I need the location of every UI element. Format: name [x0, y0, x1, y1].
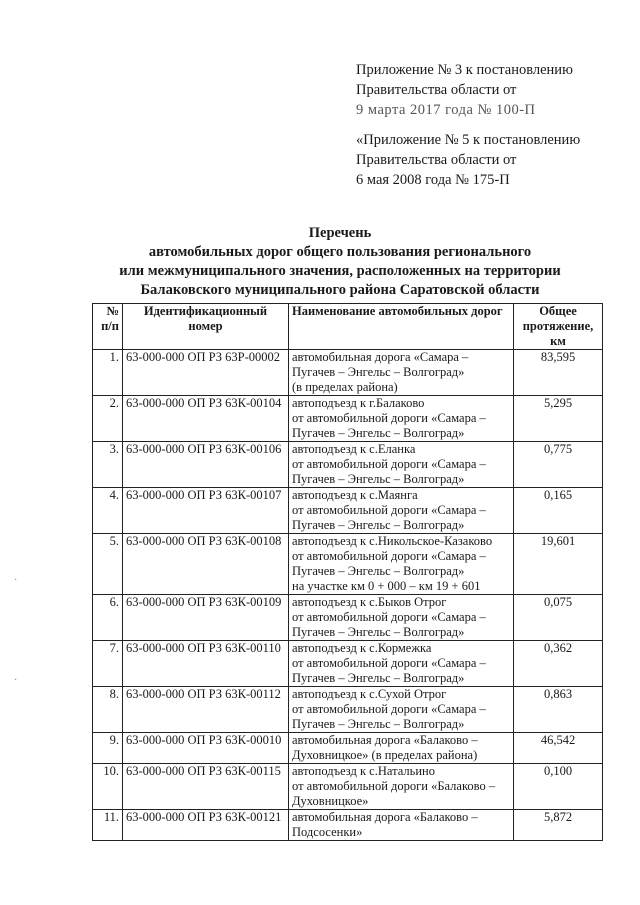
document-title	[60, 224, 620, 300]
road-id: 63-000-000 ОП РЗ 63К-00110	[123, 641, 289, 687]
road-name	[289, 442, 514, 488]
road-name-line: (в пределах района)	[292, 380, 398, 394]
table-row	[93, 396, 603, 442]
road-id: 63-000-000 ОП РЗ 63К-00108	[123, 534, 289, 595]
header-length: Общее протяжение, км	[514, 304, 603, 350]
road-length: 83,595	[514, 350, 603, 396]
roads-table	[92, 303, 603, 841]
road-length: 5,295	[514, 396, 603, 442]
table-row	[93, 733, 603, 764]
road-length: 0,362	[514, 641, 603, 687]
table-row	[93, 534, 603, 595]
road-name	[289, 534, 514, 595]
table-row	[93, 350, 603, 396]
road-id: 63-000-000 ОП РЗ 63К-00109	[123, 595, 289, 641]
road-name-line: автоподъезд к г.Балаково	[292, 396, 425, 410]
road-name-line: Пугачев – Энгельс – Волгоград»	[292, 518, 465, 532]
road-name-line: автоподъезд к с.Кормежка	[292, 641, 432, 655]
road-id: 63-000-000 ОП РЗ 63К-00107	[123, 488, 289, 534]
road-id: 63-000-000 ОП РЗ 63К-00104	[123, 396, 289, 442]
road-name-line: от автомобильной дороги «Балаково –	[292, 779, 496, 793]
road-length: 0,165	[514, 488, 603, 534]
table-row	[93, 810, 603, 841]
road-name-line: автомобильная дорога «Балаково –	[292, 733, 478, 747]
road-id: 63-000-000 ОП РЗ 63К-00106	[123, 442, 289, 488]
road-name-line: Пугачев – Энгельс – Волгоград»	[292, 717, 465, 731]
table-row	[93, 442, 603, 488]
road-name-line: от автомобильной дороги «Самара –	[292, 457, 486, 471]
road-id: 63-000-000 ОП РЗ 63Р-00002	[123, 350, 289, 396]
row-number: 10.	[93, 764, 123, 810]
road-name-line: автоподъезд к с.Маянга	[292, 488, 418, 502]
road-name-line: Пугачев – Энгельс – Волгоград»	[292, 365, 465, 379]
road-name-line: Подсосенки»	[292, 825, 363, 839]
road-name-line: автомобильная дорога «Балаково –	[292, 810, 478, 824]
row-number: 9.	[93, 733, 123, 764]
road-name-line: от автомобильной дороги «Самара –	[292, 702, 486, 716]
row-number: 5.	[93, 534, 123, 595]
road-name-line: автоподъезд к с.Сухой Отрог	[292, 687, 447, 701]
table-row	[93, 764, 603, 810]
annex-header-line: Правительства области от	[356, 82, 517, 98]
road-name	[289, 350, 514, 396]
header-name: Наименование автомобильных дорог	[289, 304, 514, 350]
header-id: Идентификационный номер	[123, 304, 289, 350]
road-id: 63-000-000 ОП РЗ 63К-00112	[123, 687, 289, 733]
road-name-line: Пугачев – Энгельс – Волгоград»	[292, 426, 465, 440]
road-length: 0,075	[514, 595, 603, 641]
road-id: 63-000-000 ОП РЗ 63К-00121	[123, 810, 289, 841]
road-length: 19,601	[514, 534, 603, 595]
original-annex-header-line: Правительства области от	[356, 152, 517, 168]
original-annex-header-line: 6 мая 2008 года № 175-П	[356, 172, 510, 188]
road-name-line: автоподъезд к с.Натальино	[292, 764, 435, 778]
original-annex-header-line: «Приложение № 5 к постановлению	[356, 132, 581, 148]
annex-date-stamp: 9 марта 2017 года № 100-П	[356, 102, 536, 118]
road-name	[289, 687, 514, 733]
road-name-line: автоподъезд к с.Быков Отрог	[292, 595, 447, 609]
margin-mark: ·	[14, 675, 18, 686]
row-number: 8.	[93, 687, 123, 733]
road-name-line: на участке км 0 + 000 – км 19 + 601	[292, 579, 481, 593]
road-name-line: от автомобильной дороги «Самара –	[292, 610, 486, 624]
road-name-line: Пугачев – Энгельс – Волгоград»	[292, 472, 465, 486]
annex-header-line: Приложение № 3 к постановлению	[356, 62, 573, 78]
table-row	[93, 595, 603, 641]
road-length: 0,775	[514, 442, 603, 488]
road-name	[289, 810, 514, 841]
road-name	[289, 641, 514, 687]
road-name-line: Духовницкое» (в пределах района)	[292, 748, 478, 762]
original-annex-header	[356, 130, 580, 190]
road-name-line: Пугачев – Энгельс – Волгоград»	[292, 671, 465, 685]
margin-mark: ·	[14, 575, 18, 586]
row-number: 11.	[93, 810, 123, 841]
title-line: Балаковского муниципального района Саратовской области	[140, 282, 540, 298]
row-number: 4.	[93, 488, 123, 534]
road-length: 0,100	[514, 764, 603, 810]
row-number: 3.	[93, 442, 123, 488]
road-name	[289, 488, 514, 534]
row-number: 7.	[93, 641, 123, 687]
title-line: или межмуниципального значения, расположенных на территории	[119, 263, 561, 279]
row-number: 6.	[93, 595, 123, 641]
annex-header	[356, 60, 573, 120]
road-name-line: автоподъезд к с.Никольское-Казаково	[292, 534, 493, 548]
title-line: автомобильных дорог общего пользования регионального	[148, 244, 532, 260]
road-name-line: от автомобильной дороги «Самара –	[292, 503, 486, 517]
road-name-line: автомобильная дорога «Самара –	[292, 350, 469, 364]
row-number: 2.	[93, 396, 123, 442]
table-row	[93, 488, 603, 534]
road-name	[289, 733, 514, 764]
road-length: 46,542	[514, 733, 603, 764]
road-name	[289, 764, 514, 810]
road-name-line: от автомобильной дороги «Самара –	[292, 656, 486, 670]
road-name-line: Пугачев – Энгельс – Волгоград»	[292, 564, 465, 578]
road-length: 5,872	[514, 810, 603, 841]
road-length: 0,863	[514, 687, 603, 733]
table-row	[93, 687, 603, 733]
table-row	[93, 641, 603, 687]
road-id: 63-000-000 ОП РЗ 63К-00115	[123, 764, 289, 810]
road-name-line: Духовницкое»	[292, 794, 369, 808]
road-id: 63-000-000 ОП РЗ 63К-00010	[123, 733, 289, 764]
road-name-line: автоподъезд к с.Еланка	[292, 442, 416, 456]
header-number: № п/п	[93, 304, 123, 350]
table-header-row	[93, 304, 603, 350]
road-name-line: Пугачев – Энгельс – Волгоград»	[292, 625, 465, 639]
road-name-line: от автомобильной дороги «Самара –	[292, 549, 486, 563]
row-number: 1.	[93, 350, 123, 396]
title-line: Перечень	[308, 225, 372, 241]
road-name	[289, 595, 514, 641]
road-name	[289, 396, 514, 442]
road-name-line: от автомобильной дороги «Самара –	[292, 411, 486, 425]
